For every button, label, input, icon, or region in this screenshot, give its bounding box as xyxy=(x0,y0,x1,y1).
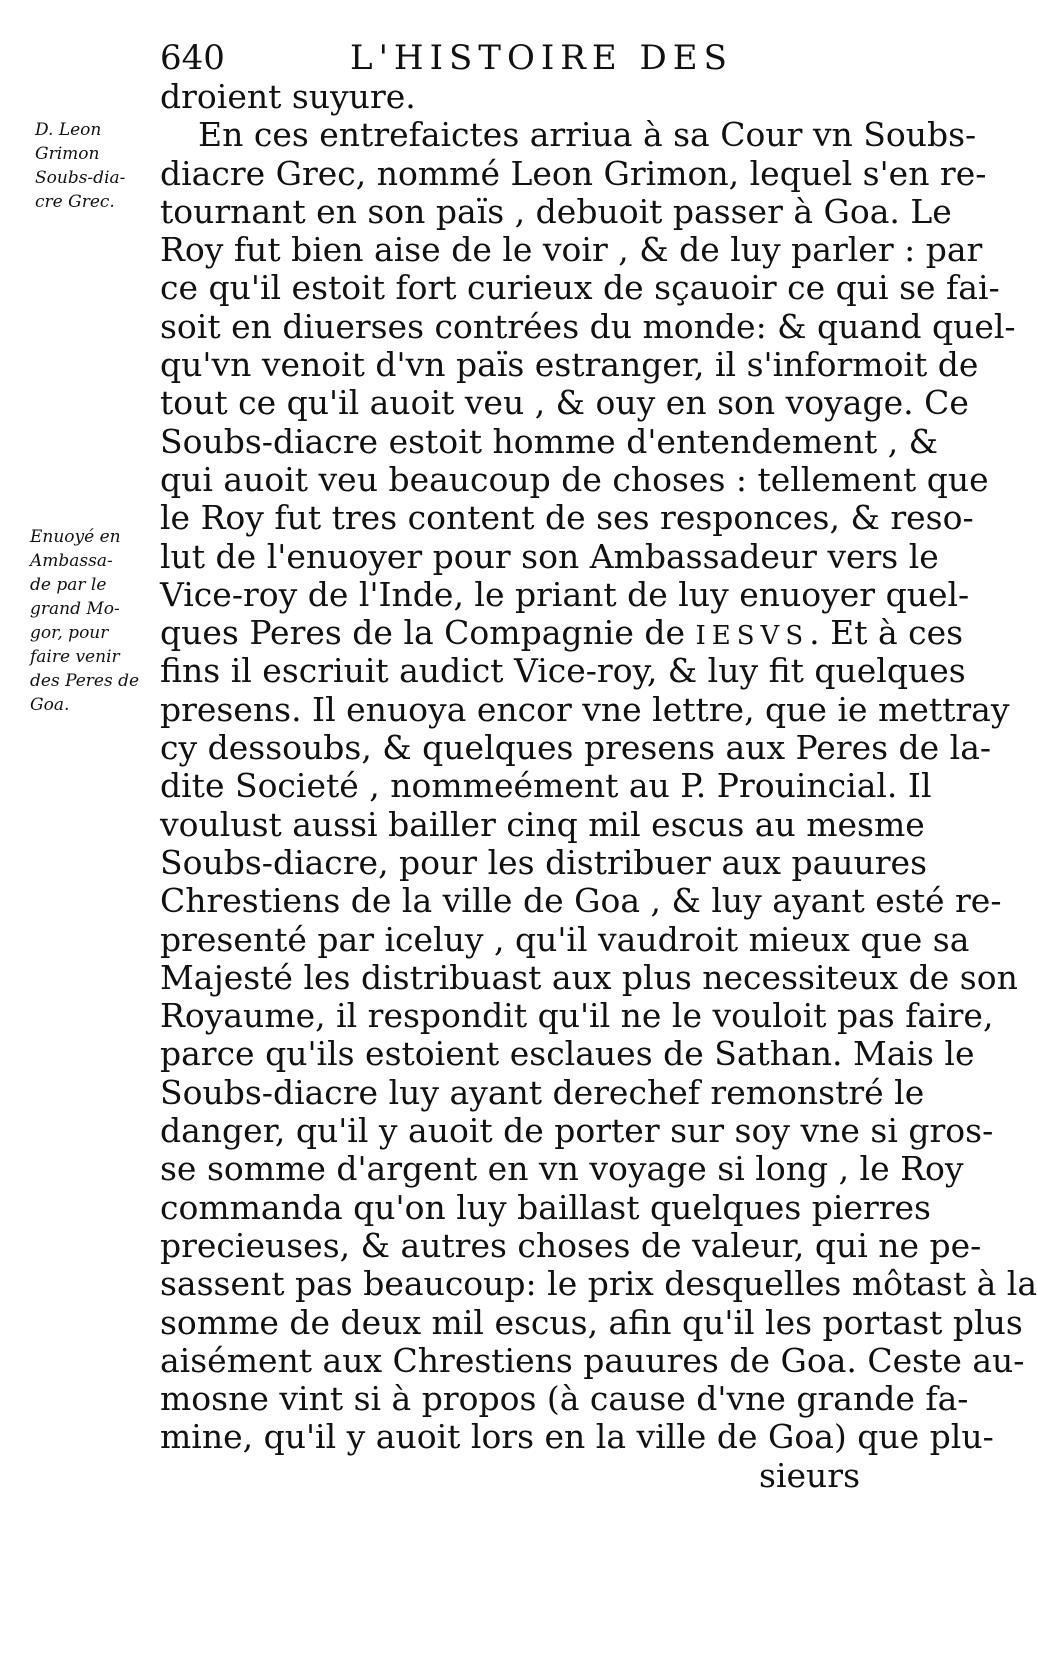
text-line: Soubs-diacre luy ayant derechef remonstré le xyxy=(160,1072,925,1112)
page-header xyxy=(160,38,900,78)
page-number: 640 xyxy=(160,38,225,78)
margin-note-line: gor, pour xyxy=(30,623,109,643)
main-text-block xyxy=(160,77,1037,1495)
text-line: le Roy fut tres content de ses responces, & reso- xyxy=(160,498,974,538)
text-line: se somme d'argent en vn voyage si long , le Roy xyxy=(160,1149,964,1189)
text-line: Majesté les distribuast aux plus necessiteux de son xyxy=(160,957,1018,997)
text-line: dite Societé , nommeément au P. Prouincial. Il xyxy=(160,766,932,806)
text-segment-small-caps: IESVS xyxy=(695,621,810,652)
text-line: precieuses, & autres choses de valeur, qui ne pe- xyxy=(160,1225,982,1265)
text-line: Vice-roy de l'Inde, le priant de luy enuoyer quel- xyxy=(160,574,970,614)
margin-note-line: Enuoyé en xyxy=(30,527,121,547)
margin-note-line: cre Grec. xyxy=(35,192,115,212)
text-line: qu'vn venoit d'vn païs estranger, il s'informoit de xyxy=(160,345,979,385)
text-line: parce qu'ils estoient esclaues de Sathan. Mais le xyxy=(160,1034,975,1074)
text-line: cy dessoubs, & quelques presens aux Peres de la- xyxy=(160,728,992,768)
text-line: danger, qu'il y auoit de porter sur soy vne si gros- xyxy=(160,1111,994,1151)
text-line: aisément aux Chrestiens pauures de Goa. Ceste au- xyxy=(160,1340,1025,1380)
margin-note-line: D. Leon xyxy=(35,120,102,140)
running-title: L'HISTOIRE DES xyxy=(350,38,733,78)
text-line: presenté par iceluy , qu'il vaudroit mieux que sa xyxy=(160,919,970,959)
text-line: ce qu'il estoit fort curieux de sçauoir ce qui se fai- xyxy=(160,268,1000,308)
text-line: fins il escriuit audict Vice-roy, & luy fit quelques xyxy=(160,651,966,691)
margin-note-leon-grimon xyxy=(35,118,163,214)
margin-note-line: grand Mo- xyxy=(30,599,120,619)
text-line: droient suyure. xyxy=(160,77,416,116)
text-line: diacre Grec, nommé Leon Grimon, lequel s'en re- xyxy=(160,153,987,193)
text-line-composite xyxy=(160,613,964,653)
text-line: soit en diuerses contrées du monde: & quand quel- xyxy=(160,306,1016,346)
margin-note-line: Ambassa- xyxy=(30,551,113,571)
text-line: sassent pas beaucoup: le prix desquelles môtast à la xyxy=(160,1264,1037,1304)
text-line: qui auoit veu beaucoup de choses : tellement que xyxy=(160,459,989,499)
text-line: Royaume, il respondit qu'il ne le vouloit pas faire, xyxy=(160,996,994,1036)
text-line: tournant en son païs , debuoit passer à Goa. Le xyxy=(160,191,952,231)
text-segment: . Et à ces xyxy=(809,613,964,653)
text-line: Soubs-diacre, pour les distribuer aux pauures xyxy=(160,842,928,882)
margin-note-line: Grimon xyxy=(35,144,100,164)
margin-note-line: faire venir xyxy=(30,647,120,667)
text-line: presens. Il enuoya encor vne lettre, que ie mettray xyxy=(160,689,1010,729)
text-line: lut de l'enuoyer pour son Ambassadeur vers le xyxy=(160,536,939,576)
text-line: Soubs-diacre estoit homme d'entendement , & xyxy=(160,421,939,461)
margin-note-ambassade xyxy=(30,525,158,717)
text-line: mine, qu'il y auoit lors en la ville de Goa) que plu- xyxy=(160,1417,994,1457)
text-line: Roy fut bien aise de le voir , & de luy parler : par xyxy=(160,230,983,270)
margin-note-line: Soubs-dia- xyxy=(35,168,126,188)
margin-note-line: des Peres de xyxy=(30,671,140,691)
margin-note-line: Goa. xyxy=(30,695,70,715)
catchword: sieurs xyxy=(759,1455,860,1495)
text-line: tout ce qu'il auoit veu , & ouy en son voyage. Ce xyxy=(160,383,969,423)
text-line: En ces entrefaictes arriua à sa Cour vn Soubs- xyxy=(198,115,977,155)
text-line: voulust aussi bailler cinq mil escus au mesme xyxy=(160,804,925,844)
text-line: mosne vint si à propos (à cause d'vne grande fa- xyxy=(160,1379,969,1419)
text-segment: ques Peres de la Compagnie de xyxy=(160,613,696,653)
margin-note-line: de par le xyxy=(30,575,107,595)
text-line: somme de deux mil escus, afin qu'il les portast plus xyxy=(160,1302,1023,1342)
text-line: commanda qu'on luy baillast quelques pierres xyxy=(160,1187,931,1227)
text-line: Chrestiens de la ville de Goa , & luy ayant esté re- xyxy=(160,881,1002,921)
